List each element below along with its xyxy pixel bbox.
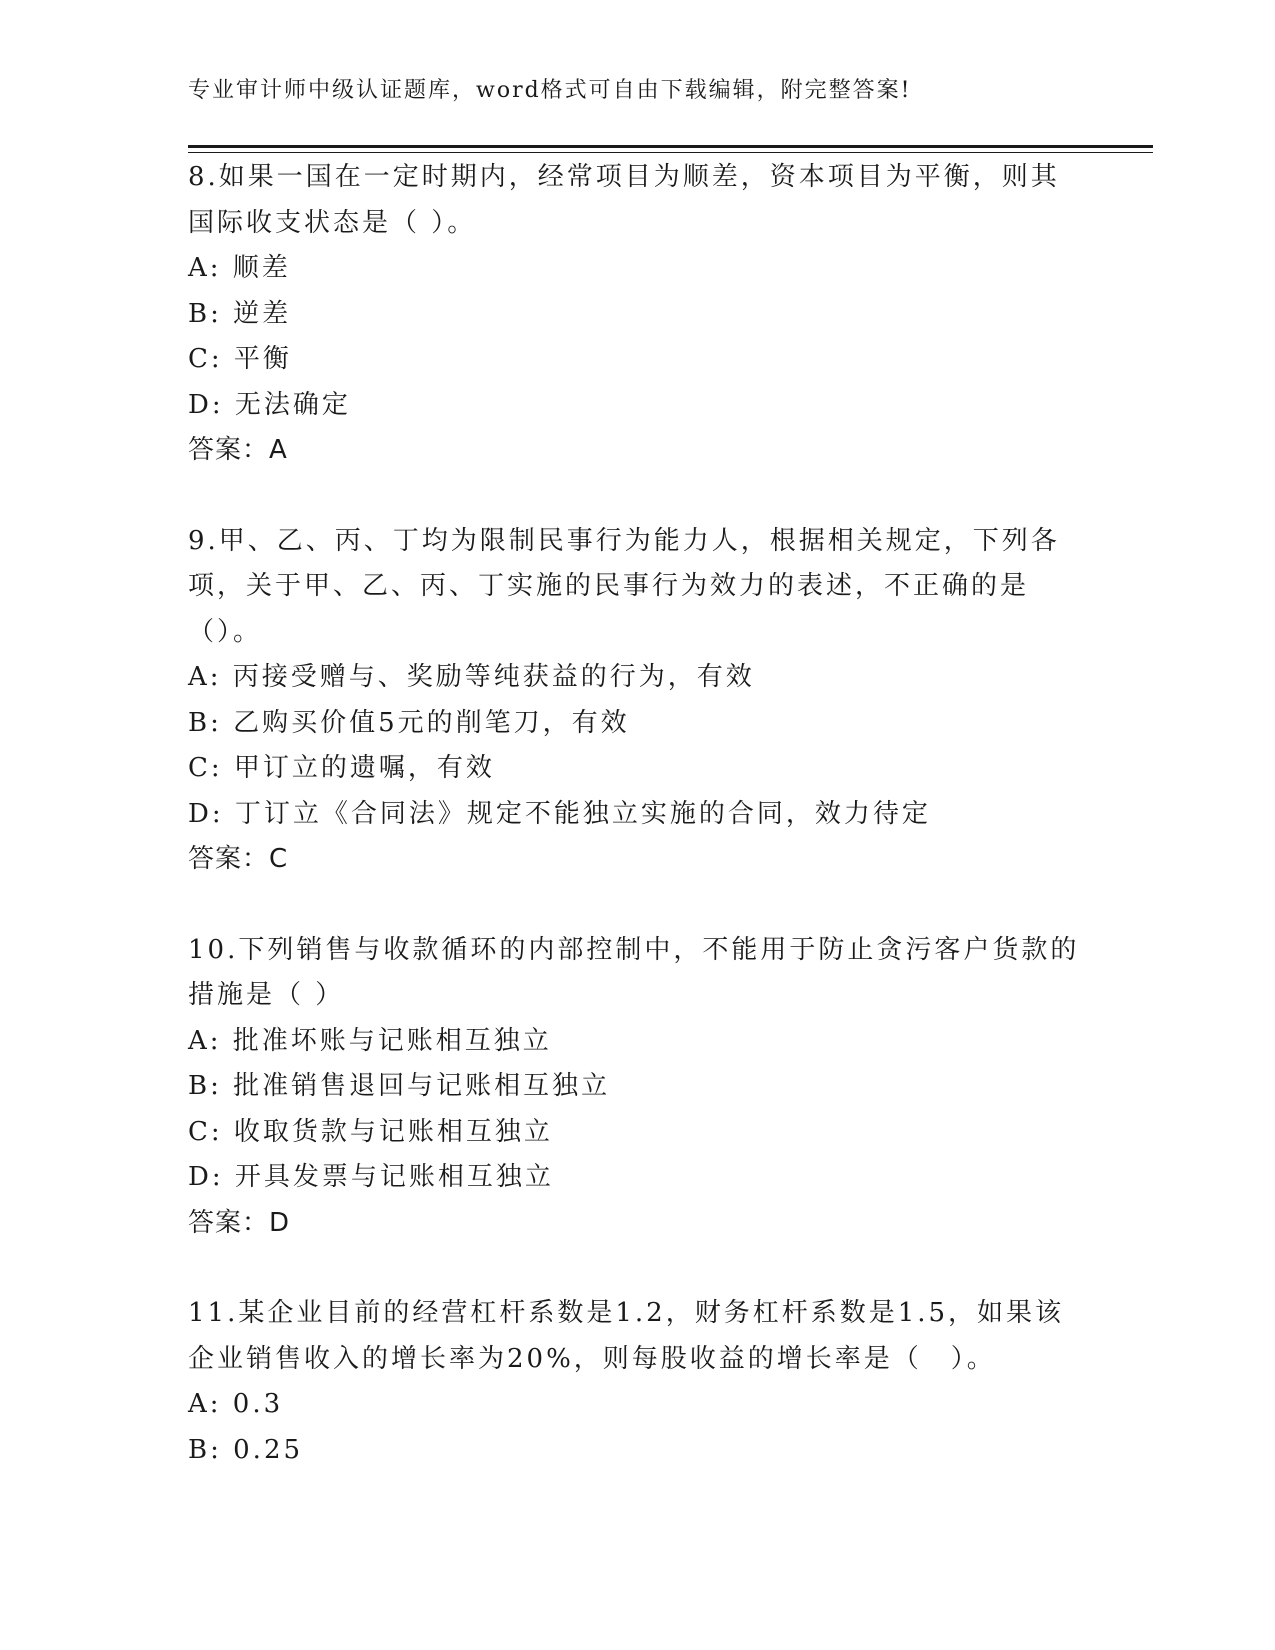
answer-line: 答案：A — [188, 435, 288, 465]
option-a: A: 0.3 — [188, 1389, 284, 1419]
question-8 — [188, 155, 1088, 474]
question-stem: 11.某企业目前的经营杠杆系数是1.2，财务杠杆系数是1.5，如果该企业销售收入的增长率为20%，则每股收益的增长率是（ ）。 — [188, 1298, 1065, 1374]
option-c: C: 平衡 — [188, 344, 292, 374]
answer-line: 答案：D — [188, 1207, 291, 1238]
option-d: D: 开具发票与记账相互独立 — [188, 1162, 554, 1192]
question-stem: 10.下列销售与收款循环的内部控制中，不能用于防止贪污客户货款的措施是（ ） — [188, 934, 1080, 1010]
option-b: B: 0.25 — [188, 1434, 304, 1465]
option-b: B: 批准销售退回与记账相互独立 — [188, 1071, 611, 1101]
header-rule-thick — [188, 145, 1153, 148]
question-9 — [188, 519, 1088, 883]
option-c: C: 收取货款与记账相互独立 — [188, 1116, 553, 1147]
option-d: D: 丁订立《合同法》规定不能独立实施的合同，效力待定 — [188, 798, 931, 829]
question-stem: 8.如果一国在一定时期内，经常项目为顺差，资本项目为平衡，则其国际收支状态是（ ）。 — [188, 162, 1060, 238]
answer-line: 答案：C — [188, 844, 289, 874]
page-header: 专业审计师中级认证题库，word格式可自由下载编辑，附完整答案! — [188, 78, 912, 103]
header-rule-thin — [188, 152, 1153, 153]
option-d: D: 无法确定 — [188, 389, 351, 420]
option-b: B: 逆差 — [188, 298, 292, 329]
question-list — [188, 155, 1088, 1518]
option-a: A: 丙接受赠与、奖励等纯获益的行为，有效 — [188, 662, 755, 692]
option-b: B: 乙购买价值5元的削笔刀，有效 — [188, 707, 630, 738]
question-11 — [188, 1291, 1088, 1473]
option-c: C: 甲订立的遗嘱，有效 — [188, 753, 495, 783]
question-10 — [188, 928, 1088, 1247]
question-stem: 9.甲、乙、丙、丁均为限制民事行为能力人，根据相关规定，下列各项，关于甲、乙、丙、丁实施的民事行为效力的表述，不正确的是（）。 — [188, 525, 1060, 647]
option-a: A: 顺差 — [188, 253, 291, 283]
option-a: A: 批准坏账与记账相互独立 — [188, 1025, 552, 1056]
